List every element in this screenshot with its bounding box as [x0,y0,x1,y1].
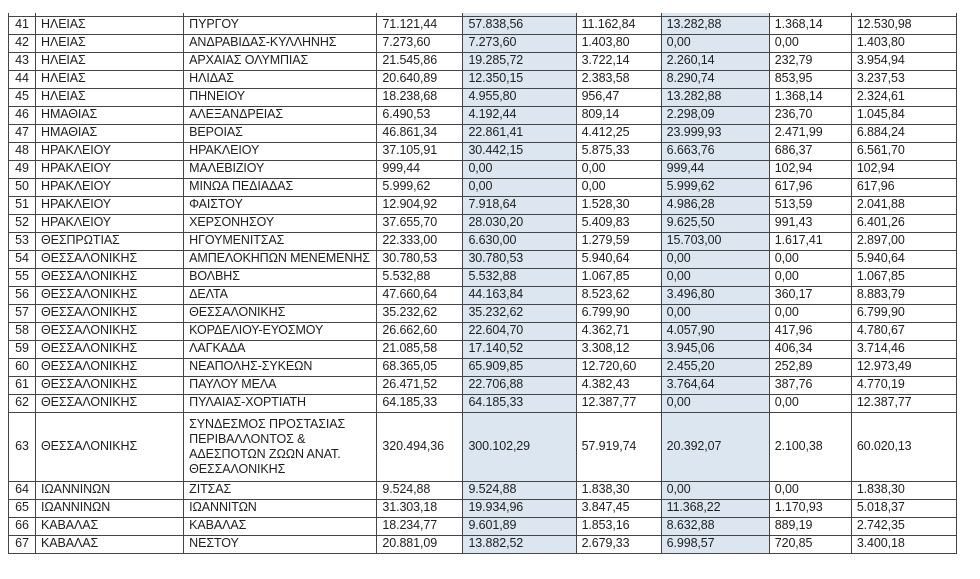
table-row [9,322,957,340]
value-cell: 809,14 [576,106,661,124]
row-index-cell: 67 [9,535,36,553]
value-cell: 999,44 [661,160,769,178]
value-cell: 37.105,91 [377,142,463,160]
value-cell: 853,95 [769,70,851,88]
value-cell: 9.524,88 [463,481,576,499]
municipality-cell: ΗΓΟΥΜΕΝΙΤΣΑΣ [184,232,377,250]
table-row [9,499,957,517]
prefecture-cell: ΘΕΣΣΑΛΟΝΙΚΗΣ [36,412,184,481]
value-cell: 1.403,80 [576,34,661,52]
municipality-cell: ΗΡΑΚΛΕΙΟΥ [184,142,377,160]
table-row [9,412,957,481]
value-cell: 6.561,70 [851,142,956,160]
value-cell: 5.409,83 [576,214,661,232]
value-cell: 3.945,06 [661,340,769,358]
value-cell: 4.780,67 [851,322,956,340]
value-cell: 3.847,45 [576,499,661,517]
value-cell: 12.387,77 [576,394,661,412]
table-row [9,196,957,214]
value-cell: 0,00 [661,268,769,286]
value-cell: 0,00 [769,304,851,322]
value-cell: 12.904,92 [377,196,463,214]
value-cell: 57.838,56 [463,16,576,34]
value-cell: 9.601,89 [463,517,576,535]
value-cell: 1.853,16 [576,517,661,535]
value-cell: 30.780,53 [463,250,576,268]
table-row [9,70,957,88]
value-cell: 0,00 [769,250,851,268]
prefecture-cell: ΘΕΣΣΑΛΟΝΙΚΗΣ [36,376,184,394]
value-cell: 0,00 [576,160,661,178]
value-cell: 0,00 [769,268,851,286]
value-cell: 406,34 [769,340,851,358]
municipality-cell: ΜΙΝΩΑ ΠΕΔΙΑΔΑΣ [184,178,377,196]
value-cell: 7.273,60 [377,34,463,52]
value-cell: 12.530,98 [851,16,956,34]
value-cell: 5.875,33 [576,142,661,160]
table-row [9,340,957,358]
prefecture-cell: ΗΡΑΚΛΕΙΟΥ [36,160,184,178]
municipality-cell: ΒΟΛΒΗΣ [184,268,377,286]
value-cell: 19.285,72 [463,52,576,70]
value-cell: 3.308,12 [576,340,661,358]
value-cell: 4.955,80 [463,88,576,106]
row-index-cell: 63 [9,412,36,481]
row-index-cell: 53 [9,232,36,250]
municipality-cell: ΑΡΧΑΙΑΣ ΟΛΥΜΠΙΑΣ [184,52,377,70]
municipality-cell: ΧΕΡΣΟΝΗΣΟΥ [184,214,377,232]
municipality-cell: ΘΕΣΣΑΛΟΝΙΚΗΣ [184,304,377,322]
value-cell: 4.192,44 [463,106,576,124]
table-row [9,304,957,322]
value-cell: 360,17 [769,286,851,304]
value-cell: 20.640,89 [377,70,463,88]
municipality-cell: ΛΑΓΚΑΔΑ [184,340,377,358]
value-cell: 1.368,14 [769,88,851,106]
value-cell: 417,96 [769,322,851,340]
value-cell: 18.238,68 [377,88,463,106]
value-cell: 5.532,88 [377,268,463,286]
value-cell: 5.940,64 [851,250,956,268]
value-cell: 23.999,93 [661,124,769,142]
value-cell: 44.163,84 [463,286,576,304]
row-index-cell: 57 [9,304,36,322]
value-cell: 102,94 [851,160,956,178]
value-cell: 20.392,07 [661,412,769,481]
value-cell: 0,00 [661,304,769,322]
value-cell: 0,00 [463,160,576,178]
value-cell: 102,94 [769,160,851,178]
value-cell: 232,79 [769,52,851,70]
row-index-cell: 59 [9,340,36,358]
value-cell: 2.324,61 [851,88,956,106]
municipality-cell: ΔΕΛΤΑ [184,286,377,304]
value-cell: 3.764,64 [661,376,769,394]
value-cell: 3.400,18 [851,535,956,553]
row-index-cell: 45 [9,88,36,106]
value-cell: 7.918,64 [463,196,576,214]
prefecture-cell: ΗΜΑΘΙΑΣ [36,106,184,124]
municipality-cell: ΗΛΙΔΑΣ [184,70,377,88]
value-cell: 11.162,84 [576,16,661,34]
value-cell: 65.909,85 [463,358,576,376]
value-cell: 4.382,43 [576,376,661,394]
value-cell: 6.799,90 [851,304,956,322]
value-cell: 0,00 [769,34,851,52]
value-cell: 2.742,35 [851,517,956,535]
municipality-cell: ΙΩΑΝΝΙΤΩΝ [184,499,377,517]
value-cell: 5.018,37 [851,499,956,517]
table-row [9,250,957,268]
municipality-cell: ΑΝΔΡΑΒΙΔΑΣ-ΚΥΛΛΗΝΗΣ [184,34,377,52]
value-cell: 1.279,59 [576,232,661,250]
prefecture-cell: ΗΛΕΙΑΣ [36,52,184,70]
value-cell: 1.528,30 [576,196,661,214]
value-cell: 5.999,62 [377,178,463,196]
value-cell: 19.934,96 [463,499,576,517]
value-cell: 17.140,52 [463,340,576,358]
value-cell: 0,00 [463,178,576,196]
table-row [9,481,957,499]
prefecture-cell: ΗΛΕΙΑΣ [36,34,184,52]
row-index-cell: 66 [9,517,36,535]
value-cell: 513,59 [769,196,851,214]
table-row [9,376,957,394]
value-cell: 1.617,41 [769,232,851,250]
value-cell: 320.494,36 [377,412,463,481]
value-cell: 13.282,88 [661,16,769,34]
value-cell: 2.455,20 [661,358,769,376]
table-row [9,16,957,34]
row-index-cell: 41 [9,16,36,34]
prefecture-cell: ΙΩΑΝΝΙΝΩΝ [36,499,184,517]
value-cell: 1.838,30 [851,481,956,499]
row-index-cell: 48 [9,142,36,160]
value-cell: 991,43 [769,214,851,232]
table-row [9,178,957,196]
value-cell: 21.085,58 [377,340,463,358]
value-cell: 252,89 [769,358,851,376]
value-cell: 13.282,88 [661,88,769,106]
value-cell: 5.999,62 [661,178,769,196]
value-cell: 22.604,70 [463,322,576,340]
table-row [9,52,957,70]
row-index-cell: 44 [9,70,36,88]
municipality-cell: ΖΙΤΣΑΣ [184,481,377,499]
row-index-cell: 54 [9,250,36,268]
municipality-cell: ΑΛΕΞΑΝΔΡΕΙΑΣ [184,106,377,124]
value-cell: 686,37 [769,142,851,160]
value-cell: 6.884,24 [851,124,956,142]
row-index-cell: 58 [9,322,36,340]
prefecture-cell: ΗΛΕΙΑΣ [36,16,184,34]
municipality-cell: ΠΑΥΛΟΥ ΜΕΛΑ [184,376,377,394]
value-cell: 2.471,99 [769,124,851,142]
municipality-cell: ΝΕΑΠΟΛΗΣ-ΣΥΚΕΩΝ [184,358,377,376]
value-cell: 64.185,33 [377,394,463,412]
row-index-cell: 51 [9,196,36,214]
value-cell: 4.057,90 [661,322,769,340]
table-row [9,214,957,232]
value-cell: 5.940,64 [576,250,661,268]
value-cell: 26.471,52 [377,376,463,394]
row-index-cell: 55 [9,268,36,286]
value-cell: 8.632,88 [661,517,769,535]
row-index-cell: 47 [9,124,36,142]
prefecture-cell: ΗΛΕΙΑΣ [36,88,184,106]
table-row [9,34,957,52]
value-cell: 2.897,00 [851,232,956,250]
value-cell: 4.986,28 [661,196,769,214]
value-cell: 6.998,57 [661,535,769,553]
value-cell: 30.780,53 [377,250,463,268]
row-index-cell: 62 [9,394,36,412]
value-cell: 15.703,00 [661,232,769,250]
value-cell: 4.770,19 [851,376,956,394]
prefecture-cell: ΚΑΒΑΛΑΣ [36,517,184,535]
value-cell: 617,96 [769,178,851,196]
value-cell: 300.102,29 [463,412,576,481]
prefecture-cell: ΘΕΣΣΑΛΟΝΙΚΗΣ [36,304,184,322]
value-cell: 4.412,25 [576,124,661,142]
value-cell: 617,96 [851,178,956,196]
value-cell: 1.368,14 [769,16,851,34]
value-cell: 0,00 [661,394,769,412]
value-cell: 12.387,77 [851,394,956,412]
municipality-cell: ΝΕΣΤΟΥ [184,535,377,553]
row-index-cell: 46 [9,106,36,124]
row-index-cell: 43 [9,52,36,70]
value-cell: 5.532,88 [463,268,576,286]
value-cell: 387,76 [769,376,851,394]
value-cell: 47.660,64 [377,286,463,304]
table-row [9,232,957,250]
value-cell: 64.185,33 [463,394,576,412]
municipality-cell: ΦΑΙΣΤΟΥ [184,196,377,214]
table-row [9,535,957,553]
table-row [9,124,957,142]
value-cell: 1.403,80 [851,34,956,52]
table-body [9,13,957,553]
value-cell: 71.121,44 [377,16,463,34]
value-cell: 37.655,70 [377,214,463,232]
value-cell: 4.362,71 [576,322,661,340]
value-cell: 0,00 [661,34,769,52]
value-cell: 1.045,84 [851,106,956,124]
prefecture-cell: ΗΛΕΙΑΣ [36,70,184,88]
value-cell: 0,00 [576,178,661,196]
municipality-cell: ΜΑΛΕΒΙΖΙΟΥ [184,160,377,178]
value-cell: 3.237,53 [851,70,956,88]
table-row [9,160,957,178]
table-row [9,358,957,376]
value-cell: 35.232,62 [377,304,463,322]
municipality-cell: ΠΗΝΕΙΟΥ [184,88,377,106]
value-cell: 7.273,60 [463,34,576,52]
prefecture-cell: ΘΕΣΣΑΛΟΝΙΚΗΣ [36,394,184,412]
prefecture-cell: ΘΕΣΣΑΛΟΝΙΚΗΣ [36,322,184,340]
value-cell: 2.100,38 [769,412,851,481]
municipality-cell: ΣΥΝΔΕΣΜΟΣ ΠΡΟΣΤΑΣΙΑΣ ΠΕΡΙΒΑΛΛΟΝΤΟΣ & ΑΔΕΣΠΟΤΩΝ ΖΩΩΝ ΑΝΑΤ. ΘΕΣΣΑΛΟΝΙΚΗΣ [184,412,377,481]
row-index-cell: 61 [9,376,36,394]
municipality-cell: ΠΥΡΓΟΥ [184,16,377,34]
row-index-cell: 56 [9,286,36,304]
value-cell: 1.170,93 [769,499,851,517]
prefecture-cell: ΘΕΣΣΑΛΟΝΙΚΗΣ [36,286,184,304]
value-cell: 20.881,09 [377,535,463,553]
value-cell: 2.679,33 [576,535,661,553]
value-cell: 31.303,18 [377,499,463,517]
value-cell: 35.232,62 [463,304,576,322]
prefecture-cell: ΚΑΒΑΛΑΣ [36,535,184,553]
value-cell: 3.954,94 [851,52,956,70]
value-cell: 2.383,58 [576,70,661,88]
prefecture-cell: ΘΕΣΣΑΛΟΝΙΚΗΣ [36,340,184,358]
value-cell: 28.030,20 [463,214,576,232]
row-index-cell: 42 [9,34,36,52]
prefecture-cell: ΗΡΑΚΛΕΙΟΥ [36,178,184,196]
municipality-cell: ΠΥΛΑΙΑΣ-ΧΟΡΤΙΑΤΗ [184,394,377,412]
value-cell: 3.722,14 [576,52,661,70]
value-cell: 2.260,14 [661,52,769,70]
value-cell: 6.630,00 [463,232,576,250]
value-cell: 18.234,77 [377,517,463,535]
prefecture-cell: ΗΜΑΘΙΑΣ [36,124,184,142]
municipality-cell: ΑΜΠΕΛΟΚΗΠΩΝ ΜΕΝΕΜΕΝΗΣ [184,250,377,268]
value-cell: 30.442,15 [463,142,576,160]
value-cell: 46.861,34 [377,124,463,142]
value-cell: 26.662,60 [377,322,463,340]
value-cell: 1.838,30 [576,481,661,499]
value-cell: 236,70 [769,106,851,124]
value-cell: 12.973,49 [851,358,956,376]
value-cell: 889,19 [769,517,851,535]
value-cell: 57.919,74 [576,412,661,481]
value-cell: 68.365,05 [377,358,463,376]
value-cell: 13.882,52 [463,535,576,553]
prefecture-cell: ΘΕΣΣΑΛΟΝΙΚΗΣ [36,358,184,376]
value-cell: 11.368,22 [661,499,769,517]
row-index-cell: 60 [9,358,36,376]
value-cell: 2.298,09 [661,106,769,124]
value-cell: 1.067,85 [851,268,956,286]
value-cell: 9.625,50 [661,214,769,232]
value-cell: 720,85 [769,535,851,553]
row-index-cell: 64 [9,481,36,499]
value-cell: 22.861,41 [463,124,576,142]
prefecture-cell: ΗΡΑΚΛΕΙΟΥ [36,214,184,232]
table-row [9,517,957,535]
prefecture-cell: ΘΕΣΠΡΩΤΙΑΣ [36,232,184,250]
value-cell: 3.714,46 [851,340,956,358]
value-cell: 12.350,15 [463,70,576,88]
table-row [9,88,957,106]
value-cell: 9.524,88 [377,481,463,499]
value-cell: 956,47 [576,88,661,106]
value-cell: 0,00 [661,250,769,268]
value-cell: 8.290,74 [661,70,769,88]
municipality-cell: ΚΑΒΑΛΑΣ [184,517,377,535]
row-index-cell: 49 [9,160,36,178]
table-row [9,268,957,286]
row-index-cell: 65 [9,499,36,517]
table-row [9,286,957,304]
value-cell: 22.333,00 [377,232,463,250]
value-cell: 8.523,62 [576,286,661,304]
prefecture-cell: ΙΩΑΝΝΙΝΩΝ [36,481,184,499]
allocations-table [8,13,957,554]
value-cell: 0,00 [769,394,851,412]
municipality-cell: ΚΟΡΔΕΛΙΟΥ-ΕΥΟΣΜΟΥ [184,322,377,340]
municipality-cell: ΒΕΡΟΙΑΣ [184,124,377,142]
value-cell: 0,00 [769,481,851,499]
value-cell: 6.799,90 [576,304,661,322]
prefecture-cell: ΗΡΑΚΛΕΙΟΥ [36,196,184,214]
value-cell: 22.706,88 [463,376,576,394]
value-cell: 3.496,80 [661,286,769,304]
row-index-cell: 52 [9,214,36,232]
table-row [9,142,957,160]
prefecture-cell: ΘΕΣΣΑΛΟΝΙΚΗΣ [36,250,184,268]
value-cell: 0,00 [661,481,769,499]
value-cell: 12.720,60 [576,358,661,376]
prefecture-cell: ΗΡΑΚΛΕΙΟΥ [36,142,184,160]
value-cell: 21.545,86 [377,52,463,70]
table-row [9,106,957,124]
value-cell: 999,44 [377,160,463,178]
row-index-cell: 50 [9,178,36,196]
value-cell: 8.883,79 [851,286,956,304]
prefecture-cell: ΘΕΣΣΑΛΟΝΙΚΗΣ [36,268,184,286]
value-cell: 1.067,85 [576,268,661,286]
value-cell: 6.490,53 [377,106,463,124]
value-cell: 6.663,76 [661,142,769,160]
value-cell: 6.401,26 [851,214,956,232]
table-row [9,394,957,412]
value-cell: 2.041,88 [851,196,956,214]
value-cell: 60.020,13 [851,412,956,481]
